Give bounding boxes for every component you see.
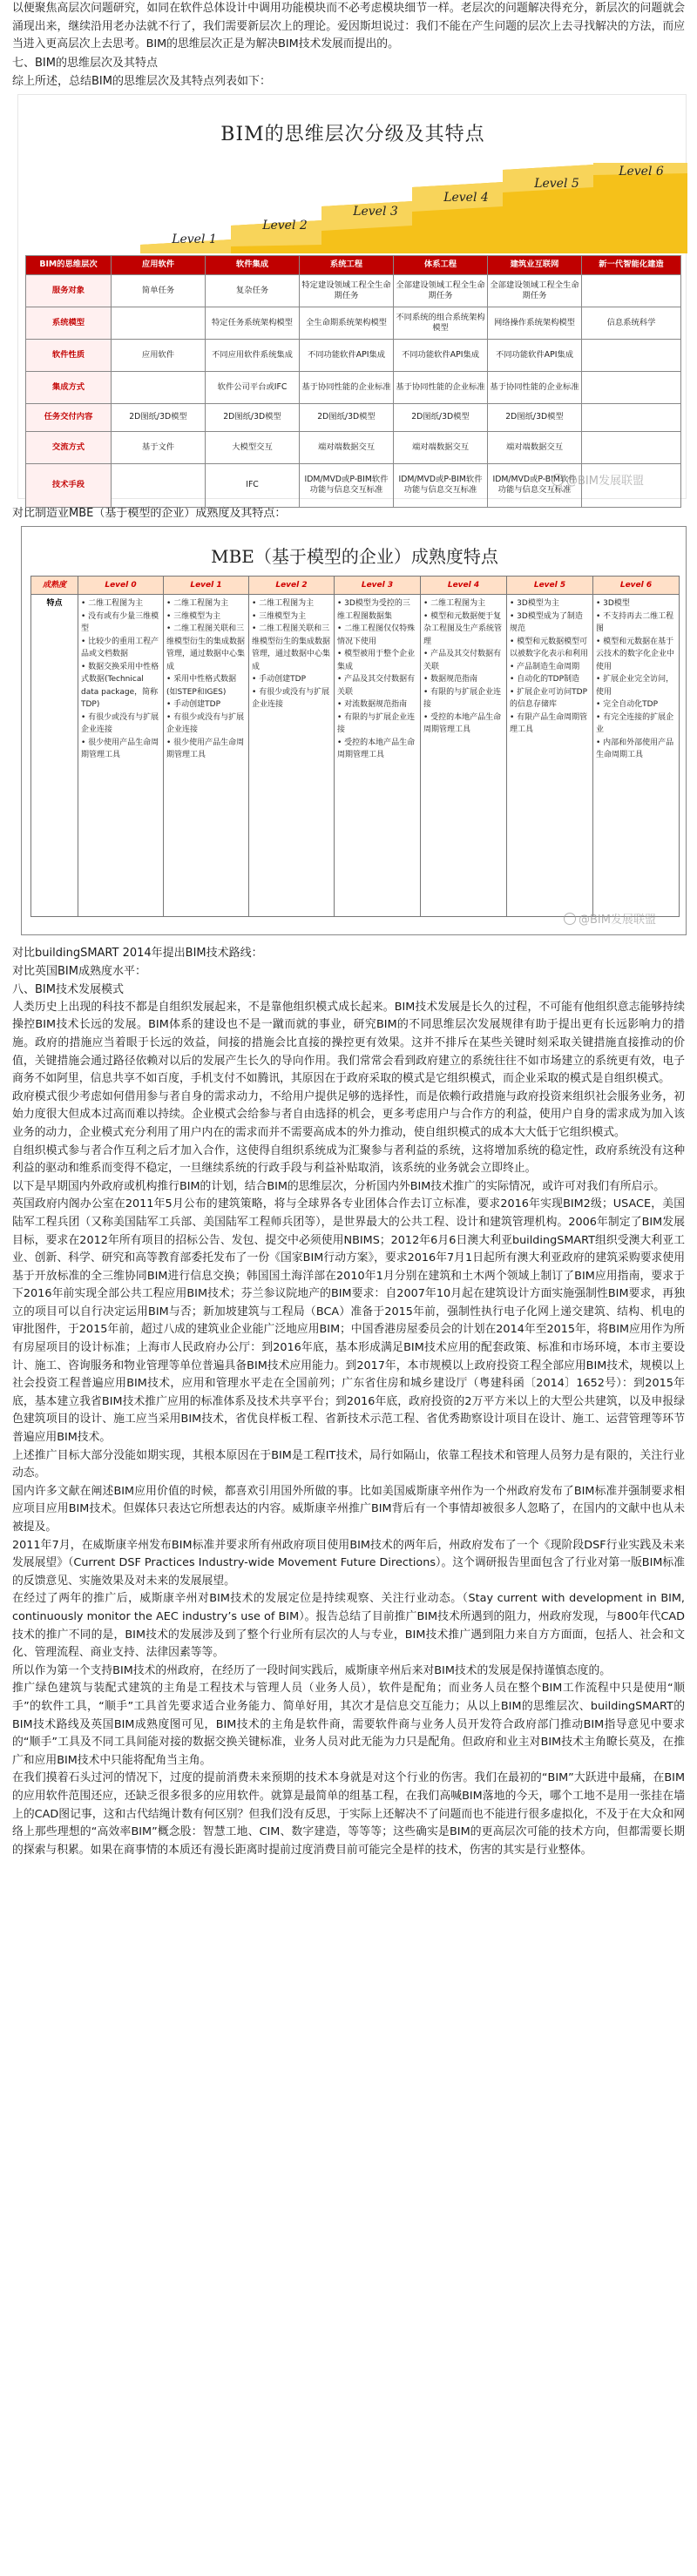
mbe-bullet: • 扩展企业可访问TDP的信息存储库 [510, 686, 590, 711]
mbe-bullet: • 没有或有少量三维模型 [81, 610, 160, 636]
header-cell: Level 4 [421, 576, 507, 595]
watermark-logo-icon [564, 913, 576, 925]
mbe-bullet: • 比较少的重用工程产品或文档数据 [81, 636, 160, 661]
table-cell: IDM/MVD或P-BIM软件功能与信息交互标准 [300, 463, 394, 507]
bim-levels-table [25, 255, 681, 508]
mbe-bullet: • 受控的本地产品生命周期管理工具 [423, 711, 504, 737]
mbe-cell [335, 595, 421, 917]
row-label: 系统模型 [26, 307, 112, 339]
table-cell: 端对端数据交互 [488, 431, 582, 463]
mbe-cell [78, 595, 164, 917]
mbe-cell [507, 595, 593, 917]
level-3-label: Level 3 [353, 204, 398, 219]
body-paragraph: 英国政府内阁办公室在2011年5月公布的建筑策略，将与全球界各专业团体合作去订立标准，要求2016年实现BIM2级；USACE，美国陆军工程兵团（又称美国陆军工兵部、美国陆军工程师兵团等），是世界最大的公共工程、设计和建筑管理机构。2006年制定了BIM发展目标，要求在2012年所有项目的招标公告、发包、提交中必须使用NBIMS；2012年6月6日澳大利亚buildingSMART组织受澳大利亚工业、创新、科学、研究和高等教育部委托发布了一份《国家BIM行动方案》，要求2016年7月1日起所有澳大利亚政府的建筑采购要求使用基于开放标准的全三维协同BIM进行信息交换；韩国国土海洋部在2010年1月分别在建筑和土木两个领域上制订了BIM应用指南，要求于下2016年前实现全部公共工程应用BIM技术；芬兰参议院地产的BIM要求：自2007年10月起在建筑设计方面实施强制性BIM要求，再独立的项目可以自行决定运用BIM与否；新加坡建筑与工程局（BCA）准备于2015年前，强制性执行电子化网上递交建筑、结构、机电的审批图件，于2015年前，超过八成的建筑业企业能广泛地应用BIM；中国香港房屋委员会的计划在2014年至2015年，将BIM应用作为所有房屋项目的设计标准；上海市人民政府办公厅：到2016年底，基本形成满足BIM技术应用的配套政策、标准和市场环境，本市主要设计、施工、咨询服务和物业管理等单位普遍具备BIM技术应用能力。到2017年，本市规模以上政府投资工程全部应用BIM技术，规模以上社会投资工程普遍应用BIM技术，应用和管理水平走在全国前列；广东省住房和城乡建设厅（粤建科函〔2014〕1652号）：到2015年底，基本建立我省BIM技术推广应用的标准体系及技术共享平台；到2016年底，政府投资的2万平方米以上的大型公共建筑，以及申报绿色建筑项目的设计、施工应当采用BIM技术，省优良样板工程、省新技术示范工程、省优秀勘察设计项目在设计、施工、运营管理等环节普遍应用BIM技术。 [12, 1197, 685, 1445]
mbe-bullet: • 模型和元数据模型可以被数字化表示和利用 [510, 636, 590, 661]
level-1-label: Level 1 [172, 232, 217, 246]
mbe-bullet: • 有限产品生命周期管理工具 [510, 711, 590, 737]
body-paragraph: 对比buildingSMART 2014年提出BIM技术路线： [12, 946, 263, 960]
table-cell: 大模型交互 [206, 431, 300, 463]
level-2-label: Level 2 [262, 218, 308, 233]
header-cell: Level 1 [164, 576, 249, 595]
table-cell: IDM/MVD或P-BIM软件功能与信息交互标准 [394, 463, 488, 507]
mbe-bullet: • 产品及其交付数据有关联 [337, 673, 417, 698]
mbe-cell [593, 595, 680, 917]
header-cell: Level 5 [507, 576, 593, 595]
mbe-bullet: • 手动创建TDP [252, 673, 331, 686]
table-cell [582, 371, 681, 403]
table-cell: 端对端数据交互 [300, 431, 394, 463]
mbe-bullet: • 3D模型成为了制造规范 [510, 610, 590, 636]
mbe-bullet: • 三维模型为主 [166, 610, 246, 624]
table-cell: 基于文件 [112, 431, 206, 463]
level-5-label: Level 5 [534, 176, 579, 191]
mbe-maturity-figure [21, 526, 687, 935]
table-cell [112, 463, 206, 507]
table-cell: 2D图纸/3D模型 [488, 403, 582, 431]
mbe-bullet: • 模型和元数据在基于云技术的数字化企业中使用 [596, 636, 676, 674]
article-body [12, 944, 685, 1860]
table-cell [112, 371, 206, 403]
header-cell: BIM的思维层次 [26, 255, 112, 274]
mbe-bullet: • 数据规范指南 [423, 673, 504, 686]
mbe-bullet: • 产品及其交付数据有关联 [423, 648, 504, 673]
table-cell: 2D图纸/3D模型 [206, 403, 300, 431]
intro-paragraph-2: 综上所述，总结BIM的思维层次及其特点列表如下： [12, 74, 271, 88]
body-paragraph: 所以作为第一个支持BIM技术的州政府，在经历了一段时间实践后，威斯康辛州后来对BIM技术的发展是保持谨慎态度的。 [12, 1663, 612, 1677]
mbe-bullet: • 3D模型为主 [510, 597, 590, 610]
mbe-bullet: • 内部和外部使用产品生命周期工具 [596, 737, 676, 762]
table-cell [582, 339, 681, 371]
row-label: 交流方式 [26, 431, 112, 463]
mbe-bullet: • 有限的与扩展企业连接 [337, 711, 417, 737]
table-cell: 全生命期系统架构模型 [300, 307, 394, 339]
mbe-bullet: • 完全自动化TDP [596, 698, 676, 711]
mbe-bullet: • 三维模型为主 [252, 610, 331, 624]
table-cell: IFC [206, 463, 300, 507]
table-row [26, 274, 681, 307]
mbe-bullet: • 自动化的TDP制造 [510, 673, 590, 686]
table-cell: IDM/MVD或P-BIM软件功能与信息交互标准 [488, 463, 582, 507]
body-paragraph: 自组织模式参与者合作互利之后才加入合作，这使得自组织系统成为汇聚参与者利益的系统，这将增加系统的稳定性，政府系统没有这种利益的驱动和维系而变得不稳定，一旦继续系统的行政手段与利益补贴取消，该系统的业务就会立即终止。 [12, 1143, 685, 1176]
body-paragraph: 2011年7月，在威斯康辛州发布BIM标准并要求所有州政府项目使用BIM技术的两年后，州政府发布了一个《现阶段DSF行业实践及未来发展展望》（Current DSF Practices Industry-wide Movement Future Directions）。这个调研报告里面包含了行业对第一版BIM标准的反馈意见、实施效果及对未来的发展展望。 [12, 1538, 685, 1588]
mbe-intro: 对比制造业MBE（基于模型的企业）成熟度及其特点： [12, 506, 287, 520]
mbe-cell [249, 595, 335, 917]
table-cell: 简单任务 [112, 274, 206, 307]
mbe-bullet: • 二维工程图关联和三维模型衍生的集成数据管理，通过数据中心集成 [166, 623, 246, 673]
bim-figure-title: BIM的思维层次分级及其特点 [220, 123, 485, 145]
body-paragraph: 政府模式很少考虑如何借用参与者自身的需求动力，不给用户提供足够的选择性，而是依赖行政措施与政府投资来组织社会服务业务，初始力度很大但成本过高而难以持续。企业模式会给参与者自由选择的机会，更多考虑用户与合作方的利益，使用户自身的需求成为加入该业务的动力，企业模式充分利用了用户内在的需求而并不需要高成本的外力推动，使自组织模式的成本大大低于它组织模式。 [12, 1089, 685, 1139]
table-cell: 不同功能软件API集成 [300, 339, 394, 371]
header-cell: 体系工程 [394, 255, 488, 274]
watermark: @BIM发展联盟 [552, 471, 644, 488]
mbe-bullet: • 采用中性格式数据(如STEP和IGES) [166, 673, 246, 698]
mbe-bullet: • 二维工程图为主 [252, 597, 331, 610]
body-paragraph: 八、BIM技术发展模式 [12, 982, 124, 996]
table-cell: 全部建设领域工程全生命期任务 [394, 274, 488, 307]
mbe-bullet: • 二维工程图为主 [423, 597, 504, 610]
table-cell: 全部建设领域工程全生命期任务 [488, 274, 582, 307]
mbe-feature-row [31, 595, 680, 917]
row-label: 软件性质 [26, 339, 112, 371]
mbe-bullet: • 手动创建TDP [166, 698, 246, 711]
mbe-bullet: • 产品制造生命周期 [510, 661, 590, 674]
intro-paragraph-1: 以便聚焦高层次问题研究，如同在软件总体设计中调用功能模块而不必考虑模块细节一样。老层次的问题解决得充分，新层次的问题就会涌现出来，继续沿用老办法就不行了，我们需要新层次上的理论。爱因斯坦说过：我们不能在产生问题的层次上去寻找解决的方法，而应当进入更高层次上去思考。BIM的思维层次正是为解决BIM技术发展而提出的。 [12, 2, 685, 51]
table-cell [582, 274, 681, 307]
mbe-bullet: • 有很少或没有与扩展企业连接 [252, 686, 331, 711]
body-paragraph: 在经过了两年的推广后，威斯康辛州对BIM技术的发展定位是持续观察、关注行业动态。（Stay current with development in BIM, continuously monitor the AEC industry’s use of BIM）。报告总结了目前推广BIM技术所遇到的阻力，州政府发现，与800年代CAD技术的推广不同的是，BIM技术的发展涉及到了整个行业所有层次的人与专业，BIM技术推广遇到阻力来自方方面面，包括人、社会和文化、管理流程、商业支持、法律因素等等。 [12, 1592, 685, 1660]
table-cell [112, 307, 206, 339]
header-cell: 成熟度 [31, 576, 78, 595]
row-label: 集成方式 [26, 371, 112, 403]
row-label: 任务交付内容 [26, 403, 112, 431]
level-6-label: Level 6 [619, 164, 664, 179]
table-cell: 基于协同性能的企业标准 [300, 371, 394, 403]
mbe-bullet: • 二维工程图为主 [166, 597, 246, 610]
table-row [26, 339, 681, 371]
header-cell: 软件集成 [206, 255, 300, 274]
table-cell: 复杂任务 [206, 274, 300, 307]
level-4-label: Level 4 [443, 190, 489, 205]
table-cell: 2D图纸/3D模型 [112, 403, 206, 431]
mbe-bullet: • 有完全连接的扩展企业 [596, 711, 676, 737]
mbe-bullet: • 数据交换采用中性格式数据(Technical data package，简称TDP) [81, 661, 160, 711]
mbe-bullet: • 3D模型为受控的三维工程图数据集 [337, 597, 417, 623]
table-row [26, 431, 681, 463]
bim-levels-figure [17, 94, 687, 499]
table-cell: 特定建设领域工程全生命期任务 [300, 274, 394, 307]
table-cell: 不同功能软件API集成 [488, 339, 582, 371]
table-cell: 基于协同性能的企业标准 [394, 371, 488, 403]
body-paragraph: 对比英国BIM成熟度水平： [12, 964, 146, 978]
mbe-bullet: • 有限的与扩展企业连接 [423, 686, 504, 711]
table-header-row [26, 255, 681, 274]
table-cell: 不同功能软件API集成 [394, 339, 488, 371]
table-cell: 网络操作系统架构模型 [488, 307, 582, 339]
table-cell: 特定任务系统架构模型 [206, 307, 300, 339]
mbe-maturity-table [30, 576, 680, 918]
watermark: @BIM发展联盟 [564, 910, 656, 927]
body-paragraph: 以下是早期国内外政府或机构推行BIM的计划，结合BIM的思维层次，分析国内外BIM技术推广的实际情况，或许可对我们有所启示。 [12, 1179, 666, 1193]
mbe-header-row [31, 576, 680, 595]
table-row [26, 371, 681, 403]
table-cell: 不同系统的组合系统架构模型 [394, 307, 488, 339]
mbe-figure-title: MBE（基于模型的企业）成熟度特点 [211, 545, 498, 567]
table-cell: 信息系统科学 [582, 307, 681, 339]
mbe-bullet: • 有很少或没有与扩展企业连接 [166, 711, 246, 737]
table-row [26, 307, 681, 339]
mbe-bullet: • 扩展企业完全访问，使用 [596, 673, 676, 698]
mbe-bullet: • 二维工程图关联和三维模型衍生的集成数据管理，通过数据中心集成 [252, 623, 331, 673]
mbe-cell [421, 595, 507, 917]
mbe-bullet: • 模型和元数据便于复杂工程图及生产系统管理 [423, 610, 504, 649]
table-cell: 应用软件 [112, 339, 206, 371]
row-label: 服务对象 [26, 274, 112, 307]
body-paragraph: 推广绿色建筑与装配式建筑的主角是工程技术与管理人员（业务人员），软件是配角；而业务人员在整个BIM工作流程中只是使用“顺手”的软件工具，“顺手”工具首先要求适合业务能力、简单好用，其次才是信息交互能力；从以上BIM的思维层次、buildingSMART的BIM技术路线及英国BIM成熟度图可见，BIM技术的主角是软件商，需要软件商与业务人员开发符合政府部门推动BIM指导意见中要求的“顺手”工具及不同工具间能对接的数据交换关键标准，业务人员对此无能为力只是配角。但政府和业主对BIM技术主角瞭长莫及，在推广和应用BIM技术中只能将配角当主角。 [12, 1682, 685, 1767]
mbe-bullet: • 模型被用于整个企业集成 [337, 648, 417, 673]
body-paragraph: 国内许多文献在阐述BIM应用价值的时候，都喜欢引用国外所做的事。比如美国威斯康辛州作为一个州政府发布了BIM标准并强制要求相应项目应用BIM技术。但媒体只表达它所想表达的内容。威斯康辛州推广BIM背后有一个事情却被很多人忽略了，在国内的文献中也从未被提及。 [12, 1484, 685, 1534]
mbe-bullet: • 很少使用产品生命周期管理工具 [166, 737, 246, 762]
table-cell [582, 403, 681, 431]
row-label: 特点 [31, 595, 78, 917]
mbe-bullet: • 二维工程图为主 [81, 597, 160, 610]
mbe-bullet: • 对流数据规范指南 [337, 698, 417, 711]
table-cell: 2D图纸/3D模型 [394, 403, 488, 431]
mbe-cell [164, 595, 249, 917]
mbe-bullet: • 很少使用产品生命周期管理工具 [81, 737, 160, 762]
table-cell: 不同应用软件系统集成 [206, 339, 300, 371]
header-cell: Level 6 [593, 576, 680, 595]
header-cell: Level 3 [335, 576, 421, 595]
body-paragraph: 上述推广目标大部分没能如期实现，其根本原因在于BIM是工程IT技术，局行如隔山，依靠工程技术和管理人员努力是有限的，关注行业动态。 [12, 1448, 685, 1480]
mbe-bullet: • 3D模型 [596, 597, 676, 610]
mbe-bullet: • 有很少或没有与扩展企业连接 [81, 711, 160, 737]
mbe-bullet: • 不支持再去二维工程图 [596, 610, 676, 636]
mbe-bullet: • 二维工程图仅仅特殊情况下使用 [337, 623, 417, 648]
row-label: 技术手段 [26, 463, 112, 507]
section-heading-7: 七、BIM的思维层次及其特点 [12, 56, 158, 70]
table-cell [582, 431, 681, 463]
table-cell: 端对端数据交互 [394, 431, 488, 463]
header-cell: 系统工程 [300, 255, 394, 274]
mbe-bullet: • 受控的本地产品生命周期管理工具 [337, 737, 417, 762]
header-cell: 建筑业互联网 [488, 255, 582, 274]
table-cell: 软件公司平台或IFC [206, 371, 300, 403]
table-row [26, 403, 681, 431]
body-paragraph: 在我们摸着石头过河的情况下，过度的提前消费未来预期的技术本身就是对这个行业的伤害。我们在最初的“BIM”大跃进中最痛，在BIM的应用软件范围还应，还缺乏很多很多的应用软件。就算是最简单的组基工程，在我们高喊BIM落地的今天，哪个工地不是用一张挂在墙上的CAD图记事，这和古代结绳计数有何区别？但我们没有反思，于实际上还解决不了问题而也不能进行很多虚拟化，不及于在大众和网络上那些理想的“高效率BIM”概念股：智慧工地、CIM、数字建造，等等等；这些确实是BIM的更高层次可能的技术方向，但都需要长期的探索与积累。如果在商事情的本质还有漫长距离时提前过度消费目前可能完全是样的技术，伤害的其实是行业整体。 [12, 1771, 685, 1857]
table-cell: 基于协同性能的企业标准 [488, 371, 582, 403]
header-cell: Level 2 [249, 576, 335, 595]
watermark-logo-icon [552, 474, 564, 486]
header-cell: 应用软件 [112, 255, 206, 274]
table-cell: 2D图纸/3D模型 [300, 403, 394, 431]
header-cell: 新一代智能化建造 [582, 255, 681, 274]
header-cell: Level 0 [78, 576, 164, 595]
body-paragraph: 人类历史上出现的科技不都是自组织发展起来，不是靠他组织模式成长起来。BIM技术发展是长久的过程，不可能有他组织意志能够持续操控BIM技术长远的发展。BIM体系的建设也不是一蹴而就的事业，研究BIM的不同思维层次发展规律有助于提出更有长远影响力的措施。政府的措施应当着眼于长远的效益，间接的措施会比直接的操控更有效果。这并不排斥在某些关键时刻采取关键措施直接推动的价值，关键措施会通过路径依赖对以后的发展产生长久的导向作用。我们常常会看到政府建立的系统往往不如市场建立的系统更有效，电子商务不如阿里，信息共享不如百度，手机支付不如腾讯，其原因在于政府采取的模式是它组织模式，而企业采取的模式是自组织模式。 [12, 1000, 685, 1086]
